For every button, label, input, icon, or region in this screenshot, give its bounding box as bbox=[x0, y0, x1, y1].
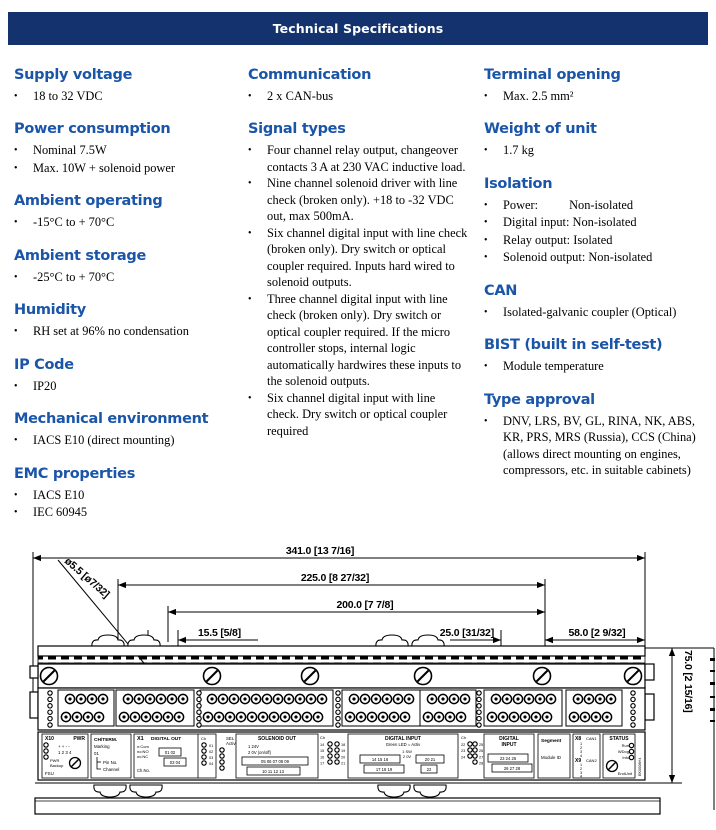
section-heading: Humidity bbox=[14, 302, 86, 319]
pwr-backup-label-1: PWR bbox=[50, 758, 60, 763]
can2-pins: 1 2 3 4 bbox=[580, 763, 583, 779]
solenoid-legend-2: 2 0V (on/off) bbox=[248, 750, 271, 755]
fsu-label: FSU bbox=[45, 771, 54, 776]
spec-column-3 bbox=[484, 60, 710, 522]
dim-right-offset: 25.0 [31/32] bbox=[439, 627, 494, 639]
bullet-icon: • bbox=[14, 489, 18, 501]
spec-item-text: 18 to 32 VDC bbox=[33, 88, 103, 103]
section-heading: CAN bbox=[484, 282, 518, 299]
bullet-icon: • bbox=[484, 415, 488, 427]
endunit-label: EndUnit bbox=[617, 771, 632, 776]
dim-hole-dia: ø5.5 [ø7/32] bbox=[62, 555, 112, 601]
spec-item-text: IEC 60945 bbox=[33, 505, 88, 519]
solenoid-legend-1: 1 24V bbox=[248, 744, 259, 749]
wdog-label: WDog bbox=[617, 749, 629, 754]
spec-item-text: Nine channel solenoid driver with line check (broken only). +18 to -32 VDC out, max 500mA. bbox=[267, 176, 461, 224]
section-heading: Supply voltage bbox=[14, 67, 133, 83]
status-label: STATUS bbox=[609, 736, 629, 742]
bullet-icon: • bbox=[14, 271, 18, 283]
bullet-icon: • bbox=[484, 90, 488, 102]
dim-height: 75.0 [2 15/16] bbox=[682, 650, 694, 713]
relay-legend-1: n:Com bbox=[137, 744, 149, 749]
spec-item bbox=[14, 378, 234, 396]
digital-input-label: DIGITAL INPUT bbox=[385, 736, 421, 742]
bullet-icon: • bbox=[248, 227, 252, 239]
bullet-icon: • bbox=[484, 217, 488, 229]
spec-item-text: IP20 bbox=[33, 378, 57, 393]
bullet-icon: • bbox=[484, 234, 488, 246]
di-legend-2: 2 0V bbox=[402, 754, 412, 759]
spec-item-text: Relay output: Isolated bbox=[503, 232, 613, 247]
spec-item bbox=[14, 432, 234, 450]
di-row1: 14 15 16 bbox=[371, 757, 389, 762]
spec-item-text: Six channel digital input with line check. Dry switch or optical coupler required bbox=[267, 390, 451, 438]
section-heading: Weight of unit bbox=[484, 121, 597, 138]
unit-body bbox=[30, 635, 654, 730]
x8-label: X8 bbox=[575, 736, 582, 742]
bullet-icon: • bbox=[14, 145, 18, 157]
bullet-icon: • bbox=[484, 199, 488, 211]
dim-inner-width: 200.0 [7 7/8] bbox=[336, 599, 394, 611]
do-row2: 03 04 bbox=[169, 760, 181, 765]
spec-item bbox=[484, 358, 710, 376]
spec-item-text: Max. 10W + solenoid power bbox=[33, 160, 176, 175]
spec-columns bbox=[14, 60, 710, 522]
terminal-blocks bbox=[48, 690, 635, 727]
spec-column-2 bbox=[248, 60, 470, 522]
spec-item-text: Solenoid output: Non-isolated bbox=[503, 250, 653, 265]
spec-item bbox=[248, 142, 470, 175]
part-number: EK0008H4 bbox=[638, 757, 642, 776]
spec-item-text: Six channel digital input with line check (broken only). Dry switch or optical coupler required. Inputs hard wired to solenoid outputs. bbox=[267, 225, 471, 290]
title-bar bbox=[8, 12, 708, 45]
spec-item-text: -25°C to + 70°C bbox=[33, 269, 115, 284]
bullet-icon: • bbox=[14, 90, 18, 102]
relay-legend-2: no:NO bbox=[137, 749, 149, 754]
solenoid-row1: 05 06 07 08 09 bbox=[261, 759, 289, 764]
digital-input-green: Green LED = Activ bbox=[385, 742, 421, 747]
spec-item bbox=[14, 214, 234, 232]
spec-column-1 bbox=[14, 60, 234, 522]
can1-pins: 1 2 3 4 bbox=[580, 742, 583, 758]
section-heading: Ambient storage bbox=[14, 247, 146, 264]
spec-item bbox=[14, 269, 234, 287]
spec-item-text: Isolated-galvanic coupler (Optical) bbox=[503, 304, 677, 319]
marking-label: Marking bbox=[94, 744, 110, 749]
spec-item bbox=[248, 88, 470, 106]
digital-out-label: DIGITAL OUT bbox=[151, 737, 182, 742]
section-heading: Communication bbox=[248, 67, 372, 83]
chterm-label: CH/TERM. bbox=[94, 738, 118, 743]
pwr-backup-label-2: Backup bbox=[50, 763, 64, 768]
spec-item bbox=[484, 232, 710, 250]
spec-item bbox=[484, 88, 710, 106]
spec-item-text: IACS E10 (direct mounting) bbox=[33, 433, 175, 448]
solenoid-out-label: SOLENOID OUT bbox=[257, 736, 297, 742]
bullet-icon: • bbox=[484, 145, 488, 157]
dim-end-offset: 58.0 [2 9/32] bbox=[568, 627, 626, 639]
section-heading: Type approval bbox=[484, 391, 595, 408]
spec-item-text: Power: Non-isolated bbox=[503, 197, 634, 212]
x10-label: X10 bbox=[45, 736, 54, 742]
pwr-pins: + + - - bbox=[58, 744, 70, 749]
spec-item-text: RH set at 96% no condensation bbox=[33, 324, 189, 339]
bullet-icon: • bbox=[484, 306, 488, 318]
relay-legend-3: nc:NC bbox=[137, 754, 149, 759]
section-heading: Isolation bbox=[484, 175, 553, 192]
spec-item bbox=[484, 197, 710, 215]
spec-item bbox=[248, 390, 470, 440]
led-a-ch: Ch bbox=[320, 735, 326, 740]
page-title: Technical Specifications bbox=[272, 21, 444, 36]
spec-item bbox=[248, 175, 470, 225]
spec-item-text: Four channel relay output, changeover contacts 3 A at 230 VAC inductive load. bbox=[267, 143, 466, 174]
digital-input2-label-1: DIGITAL bbox=[499, 736, 519, 742]
spec-item bbox=[484, 142, 710, 160]
can1-label: CAN1 bbox=[586, 736, 597, 741]
do-led-ch: Ch bbox=[201, 736, 207, 741]
section-heading: Ambient operating bbox=[14, 193, 163, 210]
technical-drawing bbox=[20, 542, 716, 827]
spec-item bbox=[484, 214, 710, 232]
spec-item-text: Max. 2.5 mm² bbox=[503, 88, 574, 103]
di-legend-1: 1 SW bbox=[402, 749, 412, 754]
spec-item-text: Digital input: Non-isolated bbox=[503, 215, 637, 230]
section-heading: Mechanical environment bbox=[14, 411, 209, 428]
spec-item-text: Nominal 7.5W bbox=[33, 143, 107, 158]
bullet-icon: • bbox=[248, 293, 252, 305]
do-row1: 01 02 bbox=[164, 750, 176, 755]
spec-item-text: Module temperature bbox=[503, 359, 604, 374]
spec-item bbox=[484, 413, 710, 446]
di-row2: 17 18 19 bbox=[375, 767, 393, 772]
spec-item-text: DNV, LRS, BV, GL, RINA, NK, ABS, KR, PRS, MRS (Russia), CCS (China) bbox=[503, 413, 699, 445]
spec-item-text: (allows direct mounting on engines, compressors, etc. in suitable cabinets) bbox=[503, 446, 691, 478]
bullet-icon: • bbox=[14, 162, 18, 174]
spec-item-text: -15°C to + 70°C bbox=[33, 215, 115, 230]
ch-no-label: Ch.No. bbox=[137, 768, 151, 773]
led-b-numbers: 18 19 20 21 bbox=[341, 743, 346, 766]
spec-item-text: IACS E10 bbox=[33, 487, 85, 502]
dim-total-width: 341.0 [13 7/16] bbox=[285, 545, 355, 557]
bullet-icon: • bbox=[14, 380, 18, 392]
led-a-numbers: 14 15 16 17 bbox=[320, 743, 325, 766]
bullet-icon: • bbox=[14, 507, 18, 518]
di-row4: 22 bbox=[426, 767, 432, 772]
bullet-icon: • bbox=[248, 178, 252, 190]
led-d-numbers: 25 26 27 28 bbox=[479, 743, 484, 766]
spec-item bbox=[14, 323, 234, 341]
bullet-icon: • bbox=[248, 145, 252, 157]
sel-label: SEL bbox=[226, 736, 235, 741]
di2-row1: 23 24 25 bbox=[499, 756, 517, 761]
led-c-ch: Ch bbox=[461, 735, 467, 740]
activ-label: Activ bbox=[226, 741, 236, 746]
di-row3: 20 21 bbox=[424, 757, 436, 762]
pwr-label: PWR bbox=[73, 736, 85, 742]
dim-tab-offset: 15.5 [5/8] bbox=[198, 627, 241, 639]
bullet-icon: • bbox=[248, 392, 252, 404]
section-heading: Terminal opening bbox=[484, 67, 621, 83]
dim-mount-width: 225.0 [8 27/32] bbox=[300, 572, 370, 584]
spec-item bbox=[484, 249, 710, 267]
x9-label: X9 bbox=[575, 758, 582, 764]
digital-input2-label-2: INPUT bbox=[501, 742, 517, 748]
module-id-label: Module ID bbox=[541, 755, 562, 760]
spec-item bbox=[14, 142, 234, 160]
run-label: Run bbox=[621, 743, 629, 748]
label-strip bbox=[38, 732, 645, 780]
bullet-icon: • bbox=[484, 252, 488, 264]
bullet-icon: • bbox=[484, 361, 488, 373]
segment-label: Segment bbox=[541, 739, 562, 744]
pin-no-label: Pin No. bbox=[103, 760, 118, 765]
section-heading: Signal types bbox=[248, 121, 346, 138]
di2-row2: 26 27 28 bbox=[503, 766, 521, 771]
bullet-icon: • bbox=[14, 435, 18, 447]
bullet-icon: • bbox=[248, 90, 252, 102]
section-heading: BIST (built in self-test) bbox=[484, 337, 663, 354]
bullet-icon: • bbox=[14, 326, 18, 338]
bullet-icon: • bbox=[14, 217, 18, 229]
spec-item bbox=[14, 504, 234, 522]
pwr-pin-numbers: 1 2 3 4 bbox=[58, 750, 72, 755]
can2-label: CAN2 bbox=[586, 758, 597, 763]
do-led-numbers: 01 02 03 04 bbox=[209, 744, 214, 766]
spec-item bbox=[14, 487, 234, 505]
spec-item bbox=[248, 225, 470, 291]
spec-item-text: 2 x CAN-bus bbox=[267, 88, 334, 103]
spec-item bbox=[484, 446, 710, 479]
x1-label: X1 bbox=[137, 736, 144, 742]
spec-item bbox=[248, 291, 470, 390]
channel-label: Channel bbox=[103, 767, 120, 772]
solenoid-row2: 10 11 12 13 bbox=[262, 769, 284, 774]
spec-item bbox=[14, 160, 234, 178]
spec-item-text: Three channel digital input with line check (broken only). Dry switch or optical coupler required. If the micro controller stops, internal logic automatically hardwires these inputs to the solenoid outputs. bbox=[267, 291, 465, 389]
section-heading: Power consumption bbox=[14, 121, 171, 138]
section-heading: EMC properties bbox=[14, 465, 136, 482]
led-c-numbers: 22 23 24 bbox=[461, 743, 466, 760]
marking-number: 01 bbox=[94, 751, 99, 756]
spec-item bbox=[484, 304, 710, 322]
spec-item bbox=[14, 88, 234, 106]
section-heading: IP Code bbox=[14, 356, 74, 373]
spec-item-text: 1.7 kg bbox=[503, 143, 534, 158]
unit-base bbox=[35, 780, 660, 814]
info-label: Info bbox=[622, 755, 629, 760]
